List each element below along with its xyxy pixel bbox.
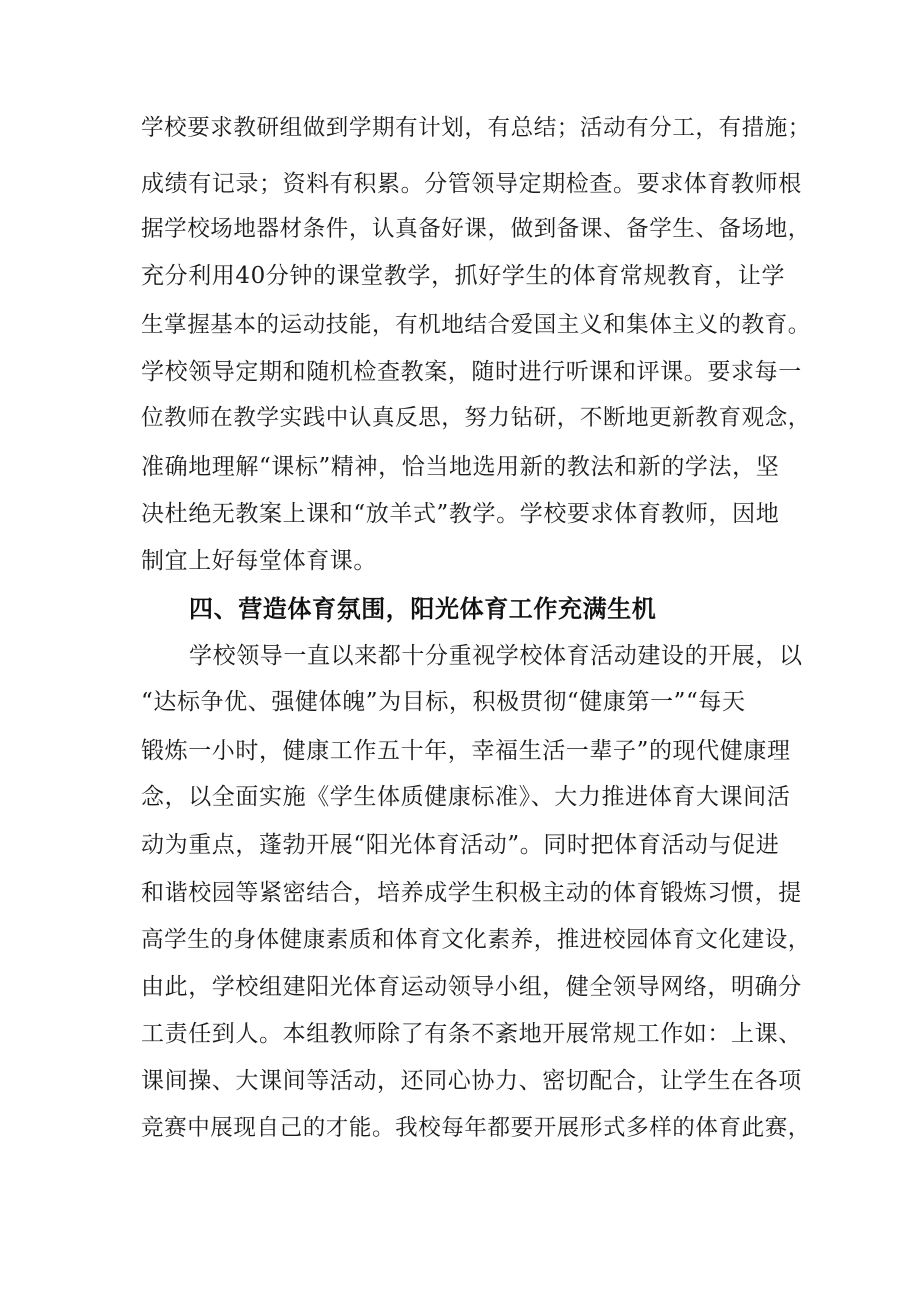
section-4-line-2: “达标争优、强健体魄”为目标，积极贯彻“健康第一”“每天 [141, 689, 746, 715]
paragraph-1-line-4: 充分利用40分钟的课堂教学，抓好学生的体育常规教育，让学 [141, 263, 786, 289]
paragraph-1-line-10: 制宜上好每堂体育课。 [141, 548, 377, 574]
paragraph-1-line-5: 生掌握基本的运动技能，有机地结合爱国主义和集体主义的教育。 [141, 312, 811, 338]
section-4-line-11: 竞赛中展现自己的才能。我校每年都要开展形式多样的体育此赛， [141, 1115, 811, 1141]
section-4-line-8: 由此，学校组建阳光体育运动领导小组，健全领导网络，明确分 [141, 974, 802, 1000]
paragraph-1-line-8: 准确地理解“课标”精神，恰当地选用新的教法和新的学法，坚 [141, 454, 780, 480]
section-4-line-9: 工责任到人。本组教师除了有条不紊地开展常规工作如：上课、 [141, 1021, 802, 1047]
paragraph-1-line-3: 据学校场地器材条件，认真备好课，做到备课、备学生、备场地， [141, 216, 811, 242]
paragraph-1-line-7: 位教师在教学实践中认真反思，努力钻研，不断地更新教育观念， [141, 405, 811, 431]
section-4-heading: 四、营造体育氛围，阳光体育工作充满生机 [189, 595, 657, 623]
section-4-line-10: 课间操、大课间等活动，还同心协力、密切配合，让学生在各项 [141, 1068, 802, 1094]
section-4-line-4: 念，以全面实施《学生体质健康标准》、大力推进体育大课间活 [141, 784, 791, 810]
paragraph-1-line-1: 学校要求教研组做到学期有计划，有总结；活动有分工，有措施； [141, 115, 811, 141]
section-4-line-7: 高学生的身体健康素质和体育文化素养，推进校园体育文化建设， [141, 927, 811, 953]
section-4-line-1: 学校领导一直以来都十分重视学校体育活动建设的开展，以 [189, 643, 803, 669]
section-4-line-3: 锻炼一小时，健康工作五十年，幸福生活一辈子”的现代健康理 [141, 738, 791, 764]
paragraph-1-line-6: 学校领导定期和随机检查教案，随时进行听课和评课。要求每一 [141, 359, 802, 385]
section-4-line-5: 动为重点，蓬勃开展“阳光体育活动”。同时把体育活动与促进 [141, 832, 780, 858]
paragraph-1-line-2: 成绩有记录；资料有积累。分管领导定期检查。要求体育教师根 [141, 171, 802, 197]
section-4-line-6: 和谐校园等紧密结合，培养成学生积极主动的体育锻炼习惯，提 [141, 880, 802, 906]
paragraph-1-line-9: 决杜绝无教案上课和“放羊式”教学。学校要求体育教师，因地 [141, 501, 780, 527]
